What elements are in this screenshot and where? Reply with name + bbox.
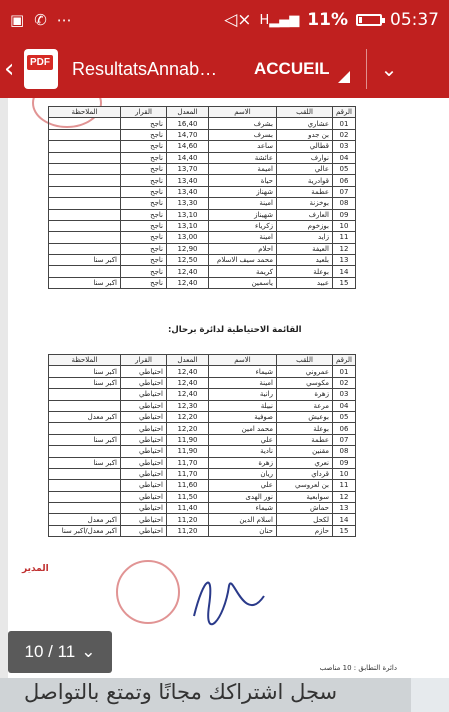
results-table <box>48 106 356 289</box>
signal-icon: H▂▄▆ <box>259 12 300 28</box>
cell-decision: احتياطي <box>121 480 167 491</box>
table-row <box>49 434 356 445</box>
cell-average: 14,40 <box>167 152 209 163</box>
table-row <box>49 220 356 231</box>
cell-surname: قوادرية <box>277 175 333 186</box>
cell-decision: احتياطي <box>121 468 167 479</box>
cell-average: 16,40 <box>167 118 209 129</box>
table-row <box>49 491 356 502</box>
cell-average: 13,30 <box>167 198 209 209</box>
cell-rank: 14 <box>333 514 356 525</box>
clock: 05:37 <box>390 10 439 30</box>
cell-remark <box>49 446 121 457</box>
table-row <box>49 446 356 457</box>
cell-surname: زهرة <box>277 389 333 400</box>
cell-first-name: حنان <box>209 525 277 536</box>
table-row <box>49 389 356 400</box>
cell-decision: ناجح <box>121 232 167 243</box>
cell-rank: 13 <box>333 503 356 514</box>
more-notifications-icon: ⋯ <box>56 11 72 29</box>
cell-remark: اكبر معدل <box>49 411 121 422</box>
cell-first-name: زهرة <box>209 457 277 468</box>
column-header-surname: اللقب <box>277 107 333 118</box>
cell-average: 11,90 <box>167 446 209 457</box>
cell-decision: ناجح <box>121 243 167 254</box>
cell-rank: 01 <box>333 118 356 129</box>
cell-surname: عطمة <box>277 434 333 445</box>
cell-rank: 15 <box>333 277 356 288</box>
cell-surname: العارف <box>277 209 333 220</box>
director-label: المدير <box>22 564 49 574</box>
document-title: ResultatsAnnab… <box>72 58 218 79</box>
cell-remark: اكبر سنا <box>49 255 121 266</box>
cell-remark <box>49 141 121 152</box>
table-row <box>49 480 356 491</box>
cell-surname: سوابعية <box>277 491 333 502</box>
cell-rank: 14 <box>333 266 356 277</box>
cell-decision: ناجح <box>121 141 167 152</box>
cell-rank: 05 <box>333 411 356 422</box>
cell-first-name: علي <box>209 480 277 491</box>
cell-remark <box>49 266 121 277</box>
cell-surname: مرعة <box>277 400 333 411</box>
cell-surname: بوعيش <box>277 411 333 422</box>
cell-first-name: اميمة <box>209 163 277 174</box>
table-row <box>49 175 356 186</box>
cell-remark <box>49 491 121 502</box>
cell-rank: 06 <box>333 175 356 186</box>
column-header-average: المعدل <box>167 107 209 118</box>
cell-surname: بن لعروسي <box>277 480 333 491</box>
battery-icon <box>356 14 382 26</box>
cell-rank: 10 <box>333 468 356 479</box>
cell-surname: حماش <box>277 503 333 514</box>
table-row <box>49 525 356 536</box>
table-row <box>49 266 356 277</box>
cell-rank: 07 <box>333 186 356 197</box>
cell-rank: 04 <box>333 152 356 163</box>
cell-first-name: ياسمين <box>209 277 277 288</box>
ad-close-area[interactable] <box>411 678 449 712</box>
cell-remark <box>49 400 121 411</box>
cell-decision: احتياطي <box>121 423 167 434</box>
column-header-rank: الرقم <box>333 355 356 366</box>
cell-first-name: محمد امين <box>209 423 277 434</box>
cell-remark <box>49 163 121 174</box>
cell-decision: ناجح <box>121 198 167 209</box>
cell-surname: بوخزنة <box>277 198 333 209</box>
table-body <box>49 366 356 537</box>
cell-first-name: علي <box>209 434 277 445</box>
cell-surname: قطالي <box>277 141 333 152</box>
cell-decision: ناجح <box>121 277 167 288</box>
table-header-row <box>49 355 356 366</box>
status-bar <box>0 0 449 40</box>
cell-decision: ناجح <box>121 152 167 163</box>
table-row <box>49 118 356 129</box>
cell-surname: عالي <box>277 163 333 174</box>
official-stamp <box>116 560 180 624</box>
cell-average: 12,20 <box>167 423 209 434</box>
battery-percent: 11% <box>307 10 348 30</box>
cell-first-name: شهناز <box>209 186 277 197</box>
cell-remark <box>49 423 121 434</box>
cell-rank: 07 <box>333 434 356 445</box>
cell-rank: 12 <box>333 491 356 502</box>
table-row <box>49 400 356 411</box>
table-row <box>49 377 356 388</box>
cell-first-name: نبيلة <box>209 400 277 411</box>
table-header-row <box>49 107 356 118</box>
footnote: دائرة التطابق : 10 مناصب <box>319 664 397 672</box>
back-chevron-icon[interactable]: ‹ <box>4 54 15 84</box>
cell-remark <box>49 175 121 186</box>
cell-rank: 02 <box>333 377 356 388</box>
cell-average: 12,30 <box>167 400 209 411</box>
cell-remark <box>49 186 121 197</box>
cell-first-name: اسلام الدين <box>209 514 277 525</box>
cell-remark: اكبر سنا <box>49 434 121 445</box>
cell-remark <box>49 243 121 254</box>
cell-decision: احتياطي <box>121 366 167 377</box>
table-row <box>49 277 356 288</box>
cell-first-name: زكرياء <box>209 220 277 231</box>
cell-average: 11,90 <box>167 434 209 445</box>
toolbar-divider <box>366 49 367 89</box>
cell-rank: 13 <box>333 255 356 266</box>
cell-average: 13,00 <box>167 232 209 243</box>
cell-average: 14,60 <box>167 141 209 152</box>
table-row <box>49 141 356 152</box>
cell-average: 13,70 <box>167 163 209 174</box>
table-row <box>49 209 356 220</box>
table-row <box>49 186 356 197</box>
missed-call-icon: ✆ <box>34 11 47 29</box>
cell-first-name: كريمة <box>209 266 277 277</box>
reserve-table <box>48 354 356 537</box>
cell-remark <box>49 468 121 479</box>
column-header-rank: الرقم <box>333 107 356 118</box>
banner-text: سجل اشتراكك مجانًا وتمتع بالتواصل <box>24 680 338 704</box>
chevron-down-icon[interactable]: ⌄ <box>380 57 398 81</box>
cell-rank: 09 <box>333 457 356 468</box>
column-header-decision: القرار <box>121 107 167 118</box>
cell-decision: احتياطي <box>121 525 167 536</box>
cell-average: 12,40 <box>167 266 209 277</box>
cell-decision: ناجح <box>121 186 167 197</box>
cell-surname: العيفة <box>277 243 333 254</box>
cell-rank: 08 <box>333 446 356 457</box>
cell-surname: بوعلة <box>277 266 333 277</box>
cell-remark <box>49 389 121 400</box>
table-row <box>49 232 356 243</box>
cell-decision: احتياطي <box>121 411 167 422</box>
cell-rank: 04 <box>333 400 356 411</box>
column-header-remark: الملاحظة <box>49 355 121 366</box>
cell-average: 14,70 <box>167 129 209 140</box>
cell-rank: 12 <box>333 243 356 254</box>
cell-decision: احتياطي <box>121 491 167 502</box>
page-indicator[interactable] <box>8 631 112 673</box>
cell-rank: 09 <box>333 209 356 220</box>
cell-surname: نوارف <box>277 152 333 163</box>
cell-surname: نعري <box>277 457 333 468</box>
cell-remark <box>49 503 121 514</box>
cell-rank: 06 <box>333 423 356 434</box>
cell-average: 11,20 <box>167 514 209 525</box>
cell-remark: اكبر سنا <box>49 366 121 377</box>
cell-first-name: رانية <box>209 389 277 400</box>
cell-average: 13,40 <box>167 175 209 186</box>
cell-average: 12,20 <box>167 411 209 422</box>
cell-remark <box>49 118 121 129</box>
cell-average: 11,40 <box>167 503 209 514</box>
cell-remark <box>49 129 121 140</box>
table-row <box>49 514 356 525</box>
cell-first-name: بشرف <box>209 118 277 129</box>
cell-surname: بن جدو <box>277 129 333 140</box>
cell-average: 12,50 <box>167 255 209 266</box>
cell-decision: احتياطي <box>121 503 167 514</box>
dropdown-corner-icon[interactable] <box>338 71 350 83</box>
cell-decision: احتياطي <box>121 377 167 388</box>
cell-surname: حازم <box>277 525 333 536</box>
cell-surname: بوعلة <box>277 423 333 434</box>
cell-first-name: امينة <box>209 377 277 388</box>
cell-decision: ناجح <box>121 118 167 129</box>
cell-first-name: نور الهدى <box>209 491 277 502</box>
cell-decision: ناجح <box>121 255 167 266</box>
cell-decision: احتياطي <box>121 400 167 411</box>
column-header-first-name: الاسم <box>209 107 277 118</box>
cell-average: 13,40 <box>167 186 209 197</box>
cell-average: 13,10 <box>167 209 209 220</box>
pdf-app-icon[interactable] <box>24 49 58 89</box>
cell-remark: اكبر سنا <box>49 377 121 388</box>
app-toolbar <box>0 40 449 98</box>
cell-first-name: ريان <box>209 468 277 479</box>
cell-rank: 02 <box>333 129 356 140</box>
table-row <box>49 411 356 422</box>
cell-rank: 11 <box>333 232 356 243</box>
chevron-down-icon: ⌄ <box>81 642 96 661</box>
cell-rank: 11 <box>333 480 356 491</box>
cell-surname: عبيد <box>277 277 333 288</box>
cell-decision: ناجح <box>121 220 167 231</box>
table-row <box>49 423 356 434</box>
cell-remark: اكبر سنا <box>49 457 121 468</box>
column-header-surname: اللقب <box>277 355 333 366</box>
cell-remark: اكبر معدل <box>49 514 121 525</box>
cell-surname: عشاري <box>277 118 333 129</box>
cell-average: 12,40 <box>167 366 209 377</box>
cell-rank: 01 <box>333 366 356 377</box>
cell-rank: 15 <box>333 525 356 536</box>
cell-first-name: حياة <box>209 175 277 186</box>
cell-surname: مقنين <box>277 446 333 457</box>
column-header-remark: الملاحظة <box>49 107 121 118</box>
cell-decision: احتياطي <box>121 446 167 457</box>
cell-decision: احتياطي <box>121 457 167 468</box>
cell-remark <box>49 232 121 243</box>
cell-average: 11,60 <box>167 480 209 491</box>
reserve-list-title: القائمة الاحتياطية لدائرة برحال: <box>168 325 302 335</box>
cell-first-name: محمد سيف الاسلام <box>209 255 277 266</box>
accueil-button[interactable]: ACCUEIL <box>254 59 330 78</box>
table-row <box>49 243 356 254</box>
cell-first-name: نادية <box>209 446 277 457</box>
cell-remark <box>49 480 121 491</box>
cell-remark <box>49 220 121 231</box>
gallery-icon: ▣ <box>10 11 25 29</box>
mute-icon: ◁× <box>224 10 252 30</box>
cell-remark <box>49 209 121 220</box>
table-row <box>49 255 356 266</box>
cell-surname: مكوسي <box>277 377 333 388</box>
cell-first-name: شيماء <box>209 366 277 377</box>
table-row <box>49 129 356 140</box>
cell-average: 11,70 <box>167 457 209 468</box>
cell-remark <box>49 198 121 209</box>
cell-surname: لكحل <box>277 514 333 525</box>
table-row <box>49 503 356 514</box>
table-row <box>49 163 356 174</box>
cell-average: 12,40 <box>167 277 209 288</box>
table-body <box>49 118 356 289</box>
cell-decision: احتياطي <box>121 389 167 400</box>
cell-decision: احتياطي <box>121 434 167 445</box>
cell-decision: احتياطي <box>121 514 167 525</box>
cell-decision: ناجح <box>121 266 167 277</box>
cell-surname: قرداي <box>277 468 333 479</box>
cell-surname: زايد <box>277 232 333 243</box>
cell-average: 11,70 <box>167 468 209 479</box>
cell-first-name: بسرف <box>209 129 277 140</box>
cell-rank: 05 <box>333 163 356 174</box>
cell-average: 11,50 <box>167 491 209 502</box>
pdf-badge: PDF <box>27 55 53 70</box>
cell-average: 12,40 <box>167 377 209 388</box>
cell-first-name: شيماء <box>209 503 277 514</box>
cell-first-name: امينة <box>209 198 277 209</box>
cell-surname: عطمة <box>277 186 333 197</box>
cell-rank: 03 <box>333 141 356 152</box>
cell-decision: ناجح <box>121 129 167 140</box>
ad-banner[interactable] <box>0 678 449 712</box>
cell-rank: 03 <box>333 389 356 400</box>
table-row <box>49 152 356 163</box>
pdf-page[interactable] <box>8 98 449 678</box>
cell-average: 11,20 <box>167 525 209 536</box>
cell-first-name: صوفية <box>209 411 277 422</box>
cell-rank: 10 <box>333 220 356 231</box>
table-row <box>49 366 356 377</box>
column-header-average: المعدل <box>167 355 209 366</box>
cell-remark: اكبر سنا <box>49 277 121 288</box>
cell-average: 12,40 <box>167 389 209 400</box>
cell-average: 13,10 <box>167 220 209 231</box>
signature-image <box>184 566 274 626</box>
table-row <box>49 457 356 468</box>
cell-remark <box>49 152 121 163</box>
table-row <box>49 198 356 209</box>
cell-average: 12,90 <box>167 243 209 254</box>
cell-first-name: احلام <box>209 243 277 254</box>
cell-first-name: ساعد <box>209 141 277 152</box>
cell-first-name: عائشة <box>209 152 277 163</box>
cell-first-name: شهيناز <box>209 209 277 220</box>
cell-decision: ناجح <box>121 209 167 220</box>
cell-decision: ناجح <box>121 175 167 186</box>
column-header-first-name: الاسم <box>209 355 277 366</box>
cell-rank: 08 <box>333 198 356 209</box>
column-header-decision: القرار <box>121 355 167 366</box>
cell-surname: بوزخوم <box>277 220 333 231</box>
cell-decision: ناجح <box>121 163 167 174</box>
cell-remark: اكبر معدل/اكبر سنا <box>49 525 121 536</box>
page-number: 10 / 11 <box>24 642 76 661</box>
cell-surname: بلعيد <box>277 255 333 266</box>
cell-surname: عمروني <box>277 366 333 377</box>
cell-first-name: امينة <box>209 232 277 243</box>
table-row <box>49 468 356 479</box>
